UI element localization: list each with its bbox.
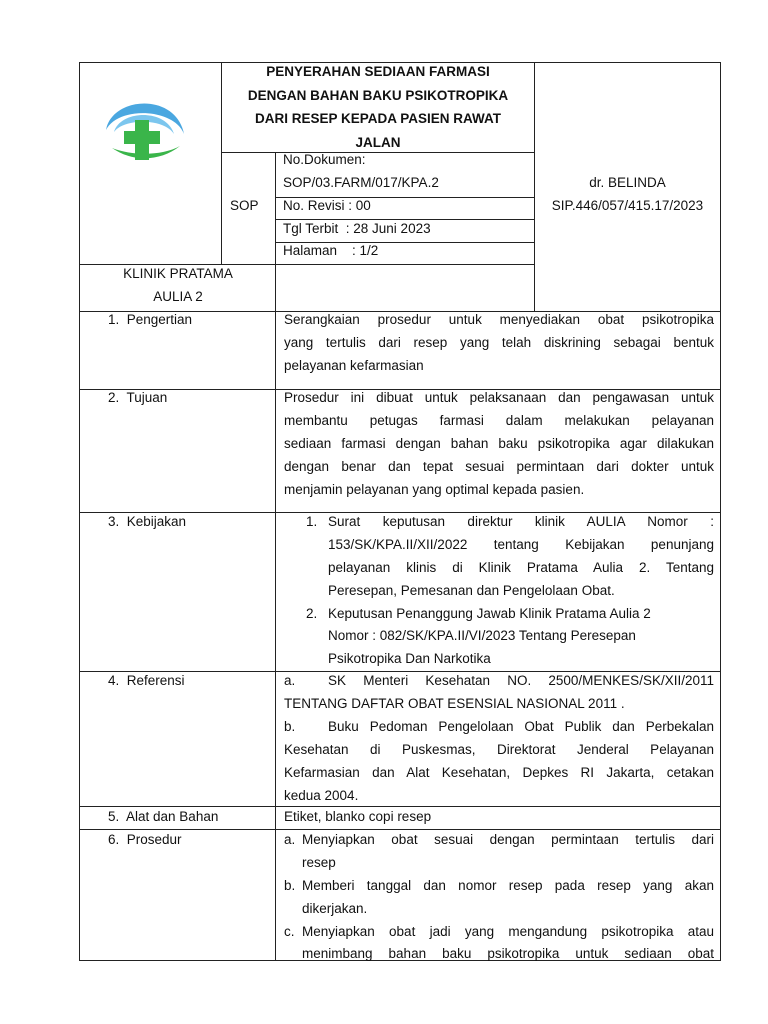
halaman: Halaman : 1/2 [283,243,379,258]
referensi-marker-b: b. [284,719,296,734]
section-label-pengertian: 1. Pengertian [108,312,193,327]
alat-bahan-value: Etiket, blanko copi resep [284,809,432,824]
no-dokumen-label: No.Dokumen: [283,152,366,167]
prosedur-line: menimbang bahan baku psikotropika untuk sediaan obat [302,946,714,961]
kebijakan-line: Peresepan, Pemesanan dan Pengelolaan Obat. [328,583,615,598]
body-column-divider [275,311,276,961]
referensi-line: Buku Pedoman Pengelolaan Obat Publik dan Perbekalan [328,719,714,734]
tgl-terbit: Tgl Terbit : 28 Juni 2023 [283,221,431,236]
kebijakan-line: Keputusan Penanggung Jawab Klinik Pratama Aulia 2 [328,606,651,621]
signer-name: dr. BELINDA [589,175,666,190]
prosedur-line: dikerjakan. [302,901,368,916]
pengertian-line: Serangkaian prosedur untuk menyediakan obat psikotropika [284,312,714,327]
prosedur-marker: b. [284,878,296,893]
kebijakan-line: 153/SK/KPA.II/XII/2022 tentang Kebijakan penunjang [328,537,714,552]
kebijakan-item-number: 1. [306,514,318,529]
kebijakan-line: Psikotropika Dan Narkotika [328,651,491,666]
section-label-kebijakan: 3. Kebijakan [108,514,187,529]
clinic-cross-logo-icon [102,90,186,166]
pengertian-line: yang tertulis dari resep yang telah diskrining sebagai bentuk [284,335,714,350]
title-line: JALAN [355,134,401,150]
title-line: DENGAN BAHAN BAKU PSIKOTROPIKA [247,87,509,103]
kebijakan-line: Nomor : 082/SK/KPA.II/VI/2023 Tentang Peresepan [328,628,636,643]
prosedur-line: resep [302,855,336,870]
tujuan-line: sediaan farmasi dengan bahan baku psikotropika agar dilakukan [284,436,714,451]
prosedur-line: Memberi tanggal dan nomor resep pada resep yang akan [302,878,714,893]
document-title [222,60,534,154]
referensi-line: TENTANG DAFTAR OBAT ESENSIAL NASIONAL 2011 . [284,696,625,711]
kebijakan-line: pelayanan klinis di Klinik Pratama Aulia 2. Tentang [328,560,714,575]
referensi-line: SK Menteri Kesehatan NO. 2500/MENKES/SK/XII/2011 [328,673,714,688]
title-line: PENYERAHAN SEDIAAN FARMASI [266,64,490,79]
prosedur-line: Menyiapkan obat jadi yang mengandung psikotropika atau [302,924,714,939]
tujuan-line: Prosedur ini dibuat untuk pelaksanaan dan pengawasan untuk [284,390,714,405]
clinic-name-line1: KLINIK PRATAMA [123,266,233,281]
title-line: DARI RESEP KEPADA PASIEN RAWAT [254,111,502,126]
referensi-line: Kefarmasian dan Alat Kesehatan, Depkes RI Jakarta, cetakan [284,765,714,780]
referensi-line: Kesehatan di Puskesmas, Direktorat Jenderal Pelayanan [284,742,714,757]
sop-label: SOP [230,198,259,213]
kebijakan-line: Surat keputusan direktur klinik AULIA Nomor : [328,514,714,529]
tujuan-line: dengan benar dan tepat sesuai permintaan dari dokter untuk [284,459,714,474]
kebijakan-item-number: 2. [306,606,318,621]
signer-sip: SIP.446/057/415.17/2023 [551,198,704,213]
pengertian-line: pelayanan kefarmasian [284,358,424,373]
tujuan-line: membantu petugas farmasi dalam melakukan pelayanan [284,413,714,428]
prosedur-marker: a. [284,832,296,847]
section-label-alat-bahan: 5. Alat dan Bahan [108,809,219,824]
referensi-line: kedua 2004. [284,788,359,803]
no-revisi: No. Revisi : 00 [283,198,371,213]
section-label-tujuan: 2. Tujuan [108,390,168,405]
prosedur-line: Menyiapkan obat sesuai dengan permintaan tertulis dari [302,832,714,847]
clinic-name-line2: AULIA 2 [153,289,203,304]
referensi-marker-a: a. [284,673,296,688]
prosedur-marker: c. [284,924,295,939]
section-label-referensi: 4. Referensi [108,673,185,688]
no-dokumen-value: SOP/03.FARM/017/KPA.2 [283,175,439,190]
section-label-prosedur: 6. Prosedur [108,832,182,847]
tujuan-line: menjamin pelayanan yang optimal kepada pasien. [284,482,585,497]
